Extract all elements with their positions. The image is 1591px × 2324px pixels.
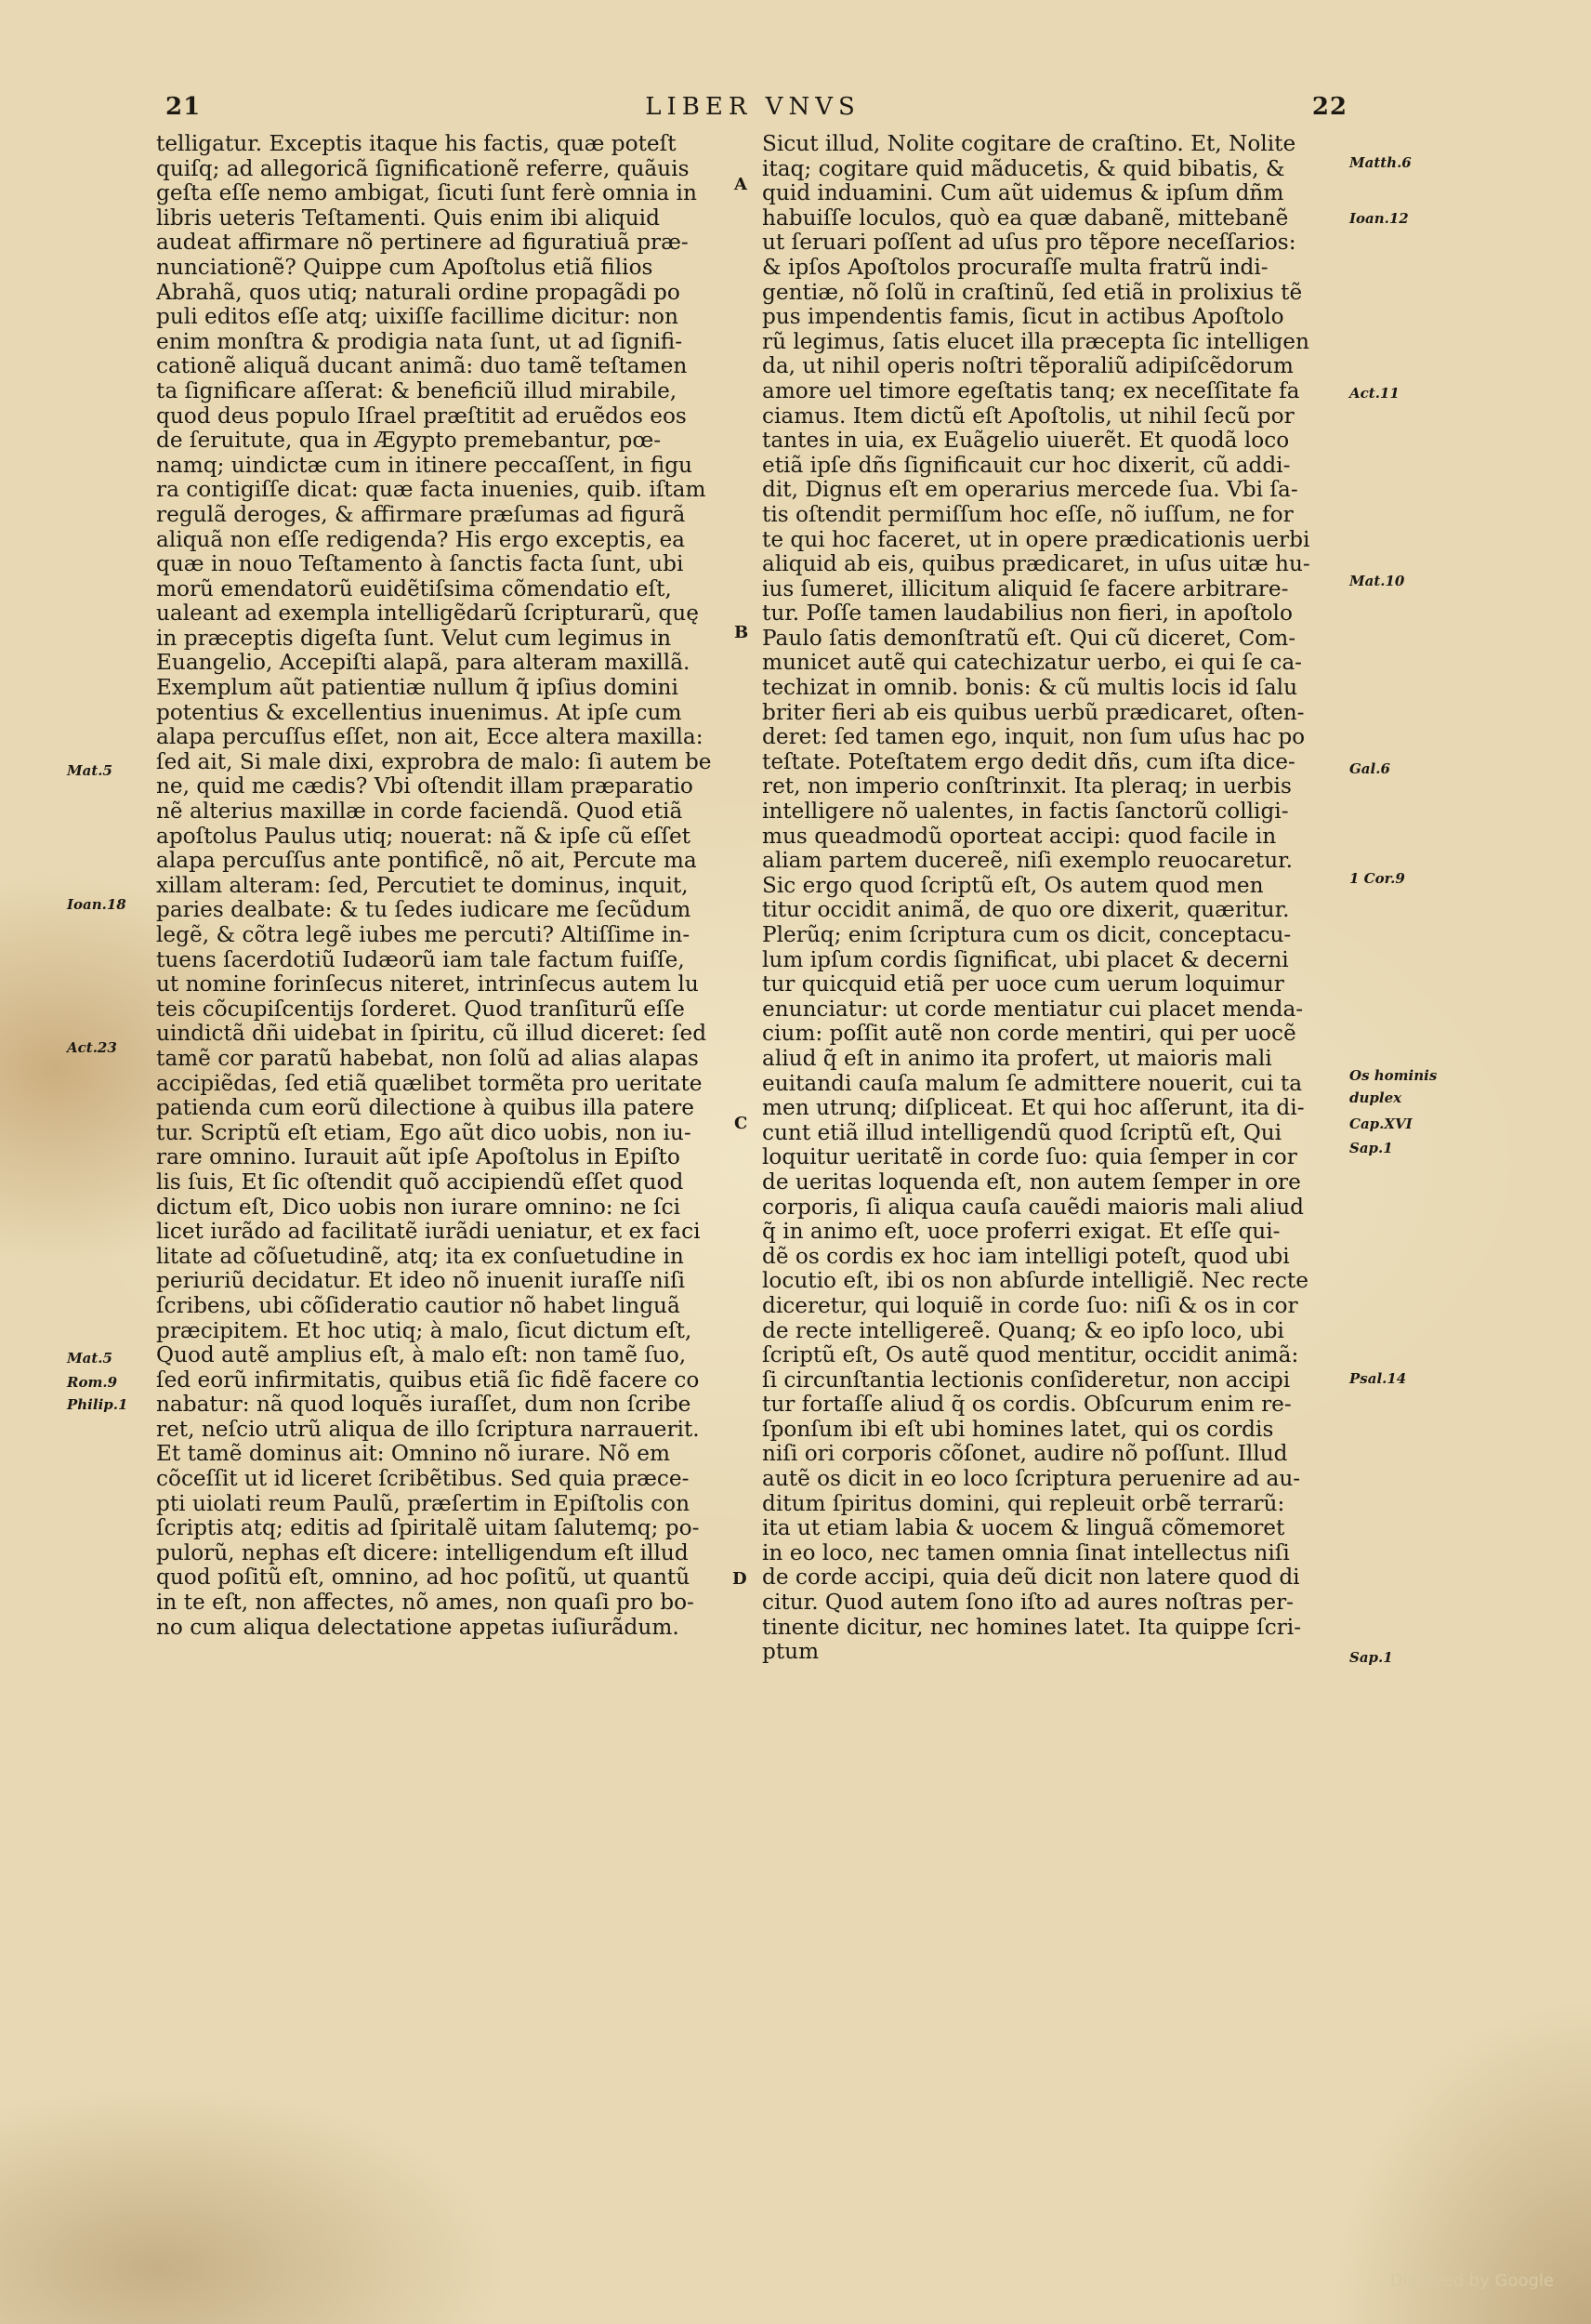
margin-note: duplex — [1349, 1089, 1402, 1106]
text-line: pulorũ, nephas eſt dicere: intelligendum eſt illud — [156, 1539, 689, 1565]
book-title: LIBER VNVS — [645, 93, 861, 121]
page-number-left: 21 — [165, 93, 202, 121]
text-line: xillam alteram: ſed, Percutiet te dominus, inquit, — [156, 872, 689, 898]
text-line: tur. Poſſe tamen laudabilius non fieri, in apoſtolo — [762, 601, 1293, 627]
margin-note: Sap.1 — [1349, 1649, 1393, 1666]
text-line: ciamus. Item dictũ eſt Apoſtolis, ut nihil ſecũ por — [762, 403, 1295, 429]
text-line: legẽ, & cõtra legẽ iubes me percuti? Altiſſime in- — [156, 922, 690, 947]
text-line: in eo loco, nec tamen omnia ſinat intellectus niſi — [762, 1539, 1290, 1565]
text-line: Et tamẽ dominus ait: Omnino nõ iurare. Nõ em — [156, 1441, 670, 1467]
text-line: nabatur: nã quod loquẽs iuraſſet, dum non ſcribe — [156, 1392, 691, 1418]
text-line: titur occidit animã, de quo ore dixerit, quæritur. — [762, 897, 1290, 923]
digitization-watermark: Digitized by Google — [1389, 2271, 1554, 2291]
text-line: libris ueteris Teſtamenti. Quis enim ibi aliquid — [156, 205, 660, 231]
margin-note: Ioan.12 — [1349, 210, 1409, 227]
text-line: ualeant ad exempla intelligẽdarũ ſcripturarũ, quę — [156, 601, 699, 627]
text-line: tur fortaſſe aliud q̃ os cordis. Obſcurum enim re- — [762, 1392, 1292, 1418]
text-line: dit, Dignus eſt em operarius mercede ſua. Vbi ſa- — [762, 477, 1298, 503]
text-line: cõceſſit ut id liceret ſcribẽtibus. Sed quia præce- — [156, 1466, 690, 1492]
text-line: apoſtolus Paulus utiq; nouerat: nã & ipſe cũ eſſet — [156, 823, 690, 849]
right-text-column — [762, 132, 1340, 1665]
text-line: ta ſignificare aſſerat: & beneficiũ illud mirabile, — [156, 377, 677, 403]
margin-note: Mat.5 — [67, 762, 112, 779]
text-line: uindictã dñi uidebat in ſpiritu, cũ illud diceret: ſed — [156, 1021, 707, 1047]
text-line: briter fieri ab eis quibus uerbũ prædicaret, oſten- — [762, 699, 1305, 725]
text-line: ut ſeruari poſſent ad uſus pro tẽpore neceſſarios: — [762, 230, 1296, 256]
text-line: teis cõcupiſcentijs ſorderet. Quod tranſiturũ eſſe — [156, 996, 685, 1022]
text-line: de recte intelligereẽ. Quanq; & eo ipſo loco, ubi — [762, 1317, 1284, 1343]
text-line: lum ipſum cordis ſignificat, ubi placet & decerni — [762, 946, 1289, 972]
text-line: amore uel timore egeſtatis tanq; ex neceſſitate fa — [762, 377, 1300, 403]
text-line: ra contigiſſe dicat: quæ facta inuenies, quib. iſtam — [156, 477, 706, 503]
text-line: periuriũ decidatur. Et ideo nõ inuenit iuraſſe niſi — [156, 1268, 686, 1294]
text-line: ſed ait, Si male dixi, exprobra de malo: ſi autem be — [156, 748, 712, 774]
text-line: aliquã non eſſe redigenda? His ergo exceptis, ea — [156, 526, 685, 552]
text-line: pus impendentis famis, ſicut in actibus Apoſtolo — [762, 304, 1284, 330]
text-line: de ueritas loquenda eſt, non autem ſemper in ore — [762, 1169, 1301, 1195]
text-line: itaq; cogitare quid mãducetis, & quid bibatis, & — [762, 155, 1285, 181]
text-line: aliam partem ducereẽ, niſi exemplo reuocaretur. — [762, 848, 1294, 874]
text-line: autẽ os dicit in eo loco ſcriptura peruenire ad au- — [762, 1466, 1301, 1492]
text-line: dictum eſt, Dico uobis non iurare omnino: ne ſci — [156, 1194, 680, 1220]
text-line: quod poſitũ eſt, omnino, ad hoc poſitũ, ut quantũ — [156, 1565, 690, 1591]
text-line: intelligere nõ ualentes, in factis ſanctorũ colligi- — [762, 799, 1289, 825]
text-line: loquitur ueritatẽ in corde ſuo: quia ſemper in cor — [762, 1144, 1297, 1170]
text-line: ſcriptũ eſt, Os autẽ quod mentitur, occidit animã: — [762, 1342, 1299, 1368]
margin-note: Matth.6 — [1349, 154, 1412, 171]
text-line: Sicut illud, Nolite cogitare de craſtino. Et, Nolite — [762, 132, 1296, 156]
margin-note: Mat.5 — [67, 1350, 112, 1367]
text-line: geſta eſſe nemo ambigat, ſicuti ſunt ferè omnia in — [156, 180, 697, 206]
text-line: morũ emendatorũ euidẽtiſsima cõmendatio eſt, — [156, 575, 672, 601]
text-line: audeat affirmare nõ pertinere ad figuratiuã præ- — [156, 230, 689, 256]
text-line: puli editos eſſe atq; uixiſſe facillime dicitur: non — [156, 304, 678, 330]
text-line: in te eſt, non affectes, nõ ames, non quaſi pro bo- — [156, 1590, 694, 1616]
text-line: patienda cum eorũ dilectione à quibus illa patere — [156, 1095, 694, 1121]
section-letter: D — [732, 1569, 747, 1589]
section-letter: B — [734, 623, 749, 642]
text-line: enunciatur: ut corde mentiatur cui placet menda- — [762, 996, 1304, 1022]
margin-note: Act.23 — [67, 1039, 117, 1056]
text-line: de corde accipi, quia deũ dicit non latere quod di — [762, 1565, 1300, 1591]
text-line: Plerũq; enim ſcriptura cum os dicit, conceptacu- — [762, 922, 1292, 947]
text-line: nẽ alterius maxillæ in corde faciendã. Quod etiã — [156, 799, 683, 825]
text-line: Quod autẽ amplius eſt, à malo eſt: non tamẽ ſuo, — [156, 1342, 687, 1368]
text-line: rũ legimus, ſatis elucet illa præcepta ſic intelligen — [762, 328, 1309, 354]
text-line: potentius & excellentius inuenimus. At ipſe cum — [156, 699, 682, 725]
text-line: da, ut nihil operis noſtri tẽporaliũ adipiſcẽdorum — [762, 353, 1294, 379]
text-line: Exemplum aũt patientiæ nullum q̃ ipſius domini — [156, 675, 678, 701]
text-line: municet autẽ qui catechizatur uerbo, ei qui ſe ca- — [762, 650, 1303, 676]
text-line: Paulo ſatis demonſtratũ eſt. Qui cũ diceret, Com- — [762, 625, 1296, 651]
text-line: ret, non imperio conſtrinxit. Ita pleraq; in uerbis — [762, 773, 1292, 799]
margin-note: Cap.XVI — [1349, 1116, 1413, 1132]
text-line: licet iurãdo ad facilitatẽ iurãdi ueniatur, et ex faci — [156, 1219, 701, 1245]
margin-note: Mat.10 — [1349, 573, 1405, 589]
margin-note: Sap.1 — [1349, 1140, 1393, 1156]
page-number-right: 22 — [1311, 93, 1348, 121]
text-line: tinente dicitur, nec homines latet. Ita quippe ſcri- — [762, 1614, 1302, 1640]
text-line: ſcriptis atq; editis ad ſpiritalẽ uitam ſalutemq; po- — [156, 1515, 700, 1541]
text-line: ita ut etiam labia & uocem & linguã cõmemoret — [762, 1515, 1285, 1541]
text-line: no cum aliqua delectatione appetas iuſiurãdum. — [156, 1614, 679, 1640]
text-line: q̃ in animo eſt, uoce proferri exigat. Et eſſe qui- — [762, 1219, 1281, 1245]
text-line: cationẽ aliquã ducant animã: duo tamẽ teſtamen — [156, 353, 688, 379]
margin-note: Philip.1 — [67, 1396, 128, 1413]
text-line: de ſeruitute, qua in Ægypto premebantur, pœ- — [156, 428, 662, 454]
text-line: ret, neſcio utrũ aliqua de illo ſcriptura narrauerit. — [156, 1416, 700, 1442]
margin-note: Os hominis — [1349, 1067, 1438, 1084]
running-header — [158, 93, 1348, 126]
text-line: alapa percuſſus eſſet, non ait, Ecce altera maxilla: — [156, 724, 703, 750]
text-line: alapa percuſſus ante pontificẽ, nõ ait, Percute ma — [156, 848, 697, 874]
text-line: men utrunq; diſpliceat. Et qui hoc aſſerunt, ita di- — [762, 1095, 1305, 1121]
text-line: tamẽ cor paratũ habebat, non ſolũ ad alias alapas — [156, 1045, 699, 1071]
text-line: enim monſtra & prodigia nata ſunt, ut ad ſignifi- — [156, 328, 683, 354]
text-line: lis ſuis, Et ſic oſtendit quõ accipiendũ eſſet quod — [156, 1169, 684, 1195]
text-line: nunciationẽ? Quippe cum Apoſtolus etiã filios — [156, 254, 653, 280]
text-line: tantes in uia, ex Euãgelio uiuerẽt. Et quodã loco — [762, 428, 1290, 454]
section-letter: C — [734, 1114, 748, 1133]
text-line: gentiæ, nõ ſolũ in craſtinũ, ſed etiã in prolixius tẽ — [762, 279, 1303, 305]
text-line: te qui hoc faceret, ut in opere prædicationis uerbi — [762, 526, 1310, 552]
text-line: regulã deroges, & affirmare præſumas ad figurã — [156, 501, 686, 527]
margin-note: Psal.14 — [1349, 1370, 1407, 1387]
text-line: locutio eſt, ibi os non abſurde intelligiẽ. Nec recte — [762, 1268, 1308, 1294]
text-line: niſi ori corporis cõſonet, audire nõ poſſunt. Illud — [762, 1441, 1288, 1467]
section-letter: A — [734, 175, 747, 194]
text-line: ſed eorũ infirmitatis, quibus etiã ſic fidẽ facere co — [156, 1367, 700, 1393]
text-line: euitandi cauſa malum ſe admittere nouerit, cui ta — [762, 1070, 1303, 1096]
margin-note: Ioan.18 — [67, 896, 126, 913]
text-line: cium: poſſit autẽ non corde mentiri, qui per uocẽ — [762, 1021, 1296, 1047]
text-line: tis oſtendit permiſſum hoc eſſe, nõ iuſſum, ne for — [762, 501, 1294, 527]
text-line: ius ſumeret, illicitum aliquid ſe facere arbitrare- — [762, 575, 1289, 601]
text-line: & ipſos Apoſtolos procuraſſe multa fratrũ indi- — [762, 254, 1269, 280]
text-line: tur quicquid etiã per uoce cum uerum loquimur — [762, 971, 1284, 997]
text-line: techizat in omnib. bonis: & cũ multis locis id ſalu — [762, 675, 1298, 701]
text-line: corporis, ſi aliqua cauſa cauẽdi maioris mali aliud — [762, 1194, 1304, 1220]
text-line: quæ in nouo Teſtamento à ſanctis facta ſunt, ubi — [156, 551, 684, 577]
text-line: citur. Quod autem ſono iſto ad aures noſtras per- — [762, 1590, 1294, 1616]
text-line: ſi circunſtantia lectionis conſideretur, non accipi — [762, 1367, 1291, 1393]
text-line: namq; uindictæ cum in itinere peccaſſent, in figu — [156, 452, 692, 478]
text-line: telligatur. Exceptis itaque his factis, quæ poteſt — [156, 132, 677, 156]
text-line: pti uiolati reum Paulũ, præſertim in Epiſtolis con — [156, 1490, 690, 1516]
text-line: ſponſum ibi eſt ubi homines latet, qui os cordis — [762, 1416, 1274, 1442]
text-line: tur. Scriptũ eſt etiam, Ego aũt dico uobis, non iu- — [156, 1119, 691, 1145]
margin-note: Act.11 — [1349, 385, 1400, 402]
text-line: aliquid ab eis, quibus prædicaret, in uſus uitæ hu- — [762, 551, 1310, 577]
text-line: in præceptis digeſta ſunt. Velut cum legimus in — [156, 625, 672, 651]
text-line: paries dealbate: & tu ſedes iudicare me ſecũdum — [156, 897, 691, 923]
text-line: quod deus populo Iſrael præſtitit ad eruẽdos eos — [156, 403, 687, 429]
text-line: quid induamini. Cum aũt uidemus & ipſum dñm — [762, 180, 1284, 206]
text-line: cunt etiã illud intelligendũ quod ſcriptũ eſt, Qui — [762, 1119, 1282, 1145]
text-line: dẽ os cordis ex hoc iam intelligi poteſt, quod ubi — [762, 1243, 1290, 1269]
text-line: Euangelio, Accepiſti alapã, para alteram maxillã. — [156, 650, 690, 676]
text-line: ut nomine forinſecus niteret, intrinſecus autem lu — [156, 971, 699, 997]
text-line: rare omnino. Iurauit aũt ipſe Apoſtolus in Epiſto — [156, 1144, 680, 1170]
text-line: aliud q̃ eſt in animo ita profert, ut maioris mali — [762, 1045, 1272, 1071]
margin-note: Rom.9 — [67, 1374, 118, 1391]
text-line: præcipitem. Et hoc utiq; à malo, ſicut dictum eſt, — [156, 1317, 692, 1343]
text-line: tuens ſacerdotiũ Iudæorũ iam tale factum fuiſſe, — [156, 946, 685, 972]
left-text-column — [156, 132, 730, 1640]
text-line: habuiſſe loculos, quò ea quæ dabanẽ, mittebanẽ — [762, 205, 1289, 231]
text-line: Sic ergo quod ſcriptũ eſt, Os autem quod men — [762, 872, 1264, 898]
text-line: ptum — [762, 1639, 820, 1665]
text-line: Abrahã, quos utiq; naturali ordine propagãdi po — [156, 279, 680, 305]
text-line: ne, quid me cædis? Vbi oſtendit illam præparatio — [156, 773, 693, 799]
text-line: etiã ipſe dñs ſignificauit cur hoc dixerit, cũ addi- — [762, 452, 1291, 478]
text-line: litate ad cõſuetudinẽ, atq; ita ex conſuetudine in — [156, 1243, 684, 1269]
text-line: ſcribens, ubi cõſideratio cautior nõ habet linguã — [156, 1292, 680, 1318]
text-line: accipiẽdas, ſed etiã quælibet tormẽta pro ueritate — [156, 1070, 703, 1096]
text-line: teſtate. Poteſtatem ergo dedit dñs, cum iſta dice- — [762, 748, 1295, 774]
text-line: ditum ſpiritus domini, qui repleuit orbẽ terrarũ: — [762, 1490, 1285, 1516]
margin-note: 1 Cor.9 — [1349, 870, 1405, 887]
text-line: deret: ſed tamen ego, inquit, non ſum uſus hac po — [762, 724, 1306, 750]
text-line: diceretur, qui loquiẽ in corde ſuo: niſi & os in cor — [762, 1292, 1298, 1318]
margin-note: Gal.6 — [1349, 760, 1390, 777]
text-line: mus queadmodũ oporteat accipi: quod facile in — [762, 823, 1277, 849]
text-line: quiſq; ad allegoricã ſignificationẽ referre, quãuis — [156, 155, 690, 181]
